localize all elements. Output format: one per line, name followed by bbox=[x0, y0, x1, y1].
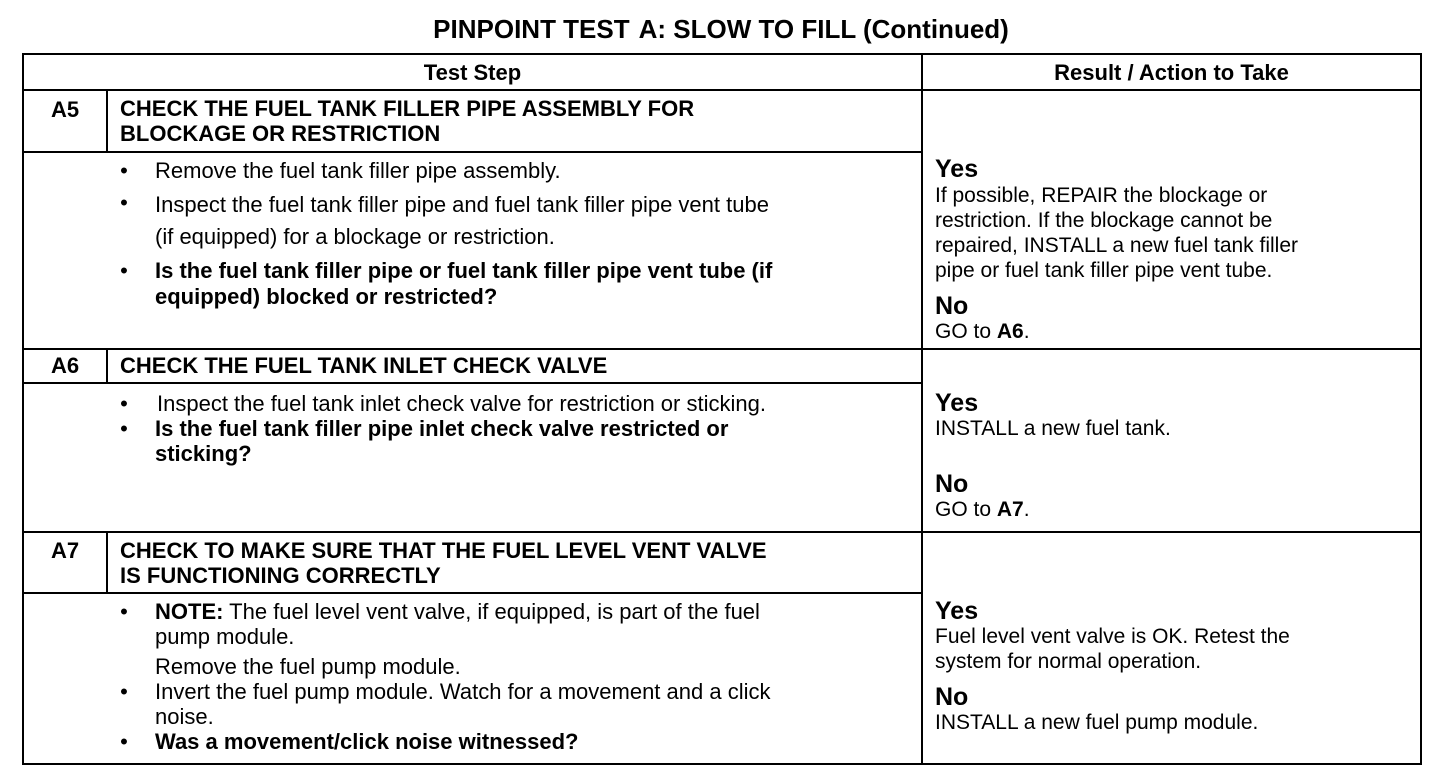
header-test-step: Test Step bbox=[423, 60, 522, 85]
a5-yes-line-3: repaired, INSTALL a new fuel tank filler bbox=[935, 234, 1299, 257]
a7-title-divider bbox=[24, 592, 921, 594]
a5-question bbox=[155, 258, 915, 310]
a6-question-line-1: Is the fuel tank filler pipe inlet check valve restricted or bbox=[155, 416, 729, 441]
a7-item-invert-line-2: noise. bbox=[155, 704, 214, 729]
a5-no-label: No bbox=[935, 292, 969, 320]
a7-yes-label: Yes bbox=[935, 597, 979, 625]
bullet-icon: • bbox=[120, 258, 128, 283]
a5-question-line-2: equipped) blocked or restricted? bbox=[155, 284, 498, 309]
a6-question-line-2: sticking? bbox=[155, 441, 252, 466]
a6-item-1: Inspect the fuel tank inlet check valve for restriction or sticking. bbox=[157, 391, 766, 416]
a7-item-remove: Remove the fuel pump module. bbox=[155, 654, 461, 679]
header-result-action: Result / Action to Take bbox=[1054, 60, 1289, 85]
a5-item-2-line-1: Inspect the fuel tank filler pipe and fuel tank filler pipe vent tube bbox=[155, 192, 769, 217]
a5-yes-label: Yes bbox=[935, 155, 979, 183]
step-id-a7: A7 bbox=[50, 538, 80, 563]
a5-item-1: Remove the fuel tank filler pipe assembly. bbox=[155, 158, 561, 183]
a6-no-label: No bbox=[935, 470, 969, 498]
a6-no-action bbox=[935, 497, 1405, 522]
a7-question: Was a movement/click noise witnessed? bbox=[155, 729, 579, 754]
a7-yes-action bbox=[935, 624, 1405, 674]
step-title-a6 bbox=[120, 353, 900, 378]
title-part-2: A: SLOW TO FILL (Continued) bbox=[638, 14, 1009, 44]
step-id-a5: A5 bbox=[50, 97, 80, 122]
step-title-a6-line-1: CHECK THE FUEL TANK INLET CHECK VALVE bbox=[120, 353, 608, 378]
a5-yes-action bbox=[935, 183, 1405, 283]
a5-yes-line-1: If possible, REPAIR the blockage or bbox=[935, 184, 1268, 207]
a5-no-action bbox=[935, 319, 1405, 344]
a7-yes-line-1: Fuel level vent valve is OK. Retest the bbox=[935, 625, 1290, 648]
a6-no-prefix: GO to bbox=[935, 498, 992, 521]
a5-title-divider bbox=[24, 151, 921, 153]
page-title bbox=[0, 12, 1442, 46]
a6-yes-label: Yes bbox=[935, 389, 979, 417]
column-divider bbox=[921, 55, 923, 763]
a7-note-line-1: The fuel level vent valve, if equipped, is part of the fuel bbox=[229, 599, 760, 624]
step-title-a5 bbox=[120, 96, 900, 146]
a5-item-2 bbox=[155, 189, 915, 253]
step-title-a7-line-2: IS FUNCTIONING CORRECTLY bbox=[120, 563, 441, 588]
a7-no-label: No bbox=[935, 683, 969, 711]
bullet-icon: • bbox=[120, 391, 128, 416]
a5-question-line-1: Is the fuel tank filler pipe or fuel tank filler pipe vent tube (if bbox=[155, 258, 773, 283]
step-id-a6: A6 bbox=[50, 353, 80, 378]
bullet-icon: • bbox=[120, 599, 128, 624]
bullet-icon: • bbox=[120, 190, 128, 215]
a5-no-suffix: . bbox=[1023, 320, 1030, 343]
a7-yes-line-2: system for normal operation. bbox=[935, 650, 1202, 673]
a5-no-ref: A6 bbox=[996, 320, 1024, 343]
a5-no-prefix: GO to bbox=[935, 320, 992, 343]
a7-note bbox=[155, 599, 915, 649]
a5-item-2-line-2: (if equipped) for a blockage or restriction. bbox=[155, 224, 555, 249]
a7-id-divider bbox=[106, 533, 108, 592]
a5-yes-line-4: pipe or fuel tank filler pipe vent tube. bbox=[935, 259, 1273, 282]
title-part-1: PINPOINT TEST bbox=[433, 14, 630, 44]
row-divider-a6 bbox=[24, 348, 1420, 350]
a5-yes-line-2: restriction. If the blockage cannot be bbox=[935, 209, 1273, 232]
bullet-icon: • bbox=[120, 729, 128, 754]
bullet-icon: • bbox=[120, 679, 128, 704]
a6-no-ref: A7 bbox=[996, 498, 1024, 521]
a7-note-line-2: pump module. bbox=[155, 624, 295, 649]
a6-no-suffix: . bbox=[1023, 498, 1030, 521]
a7-item-invert bbox=[155, 679, 915, 729]
a6-yes-action: INSTALL a new fuel tank. bbox=[935, 417, 1171, 440]
pinpoint-test-table bbox=[22, 53, 1422, 765]
step-title-a7-line-1: CHECK TO MAKE SURE THAT THE FUEL LEVEL VENT VALVE bbox=[120, 538, 767, 563]
a5-id-divider bbox=[106, 91, 108, 151]
bullet-icon: • bbox=[120, 416, 128, 441]
a7-item-invert-line-1: Invert the fuel pump module. Watch for a movement and a click bbox=[155, 679, 771, 704]
step-title-a5-line-2: BLOCKAGE OR RESTRICTION bbox=[120, 121, 441, 146]
step-title-a7 bbox=[120, 538, 900, 588]
step-title-a5-line-1: CHECK THE FUEL TANK FILLER PIPE ASSEMBLY FOR bbox=[120, 96, 695, 121]
a6-id-divider bbox=[106, 350, 108, 382]
a7-note-label: NOTE: bbox=[155, 599, 224, 624]
bullet-icon: • bbox=[120, 158, 128, 183]
a6-title-divider bbox=[24, 382, 921, 384]
a7-no-action: INSTALL a new fuel pump module. bbox=[935, 711, 1259, 734]
row-divider-a7 bbox=[24, 531, 1420, 533]
a6-question bbox=[155, 416, 915, 466]
